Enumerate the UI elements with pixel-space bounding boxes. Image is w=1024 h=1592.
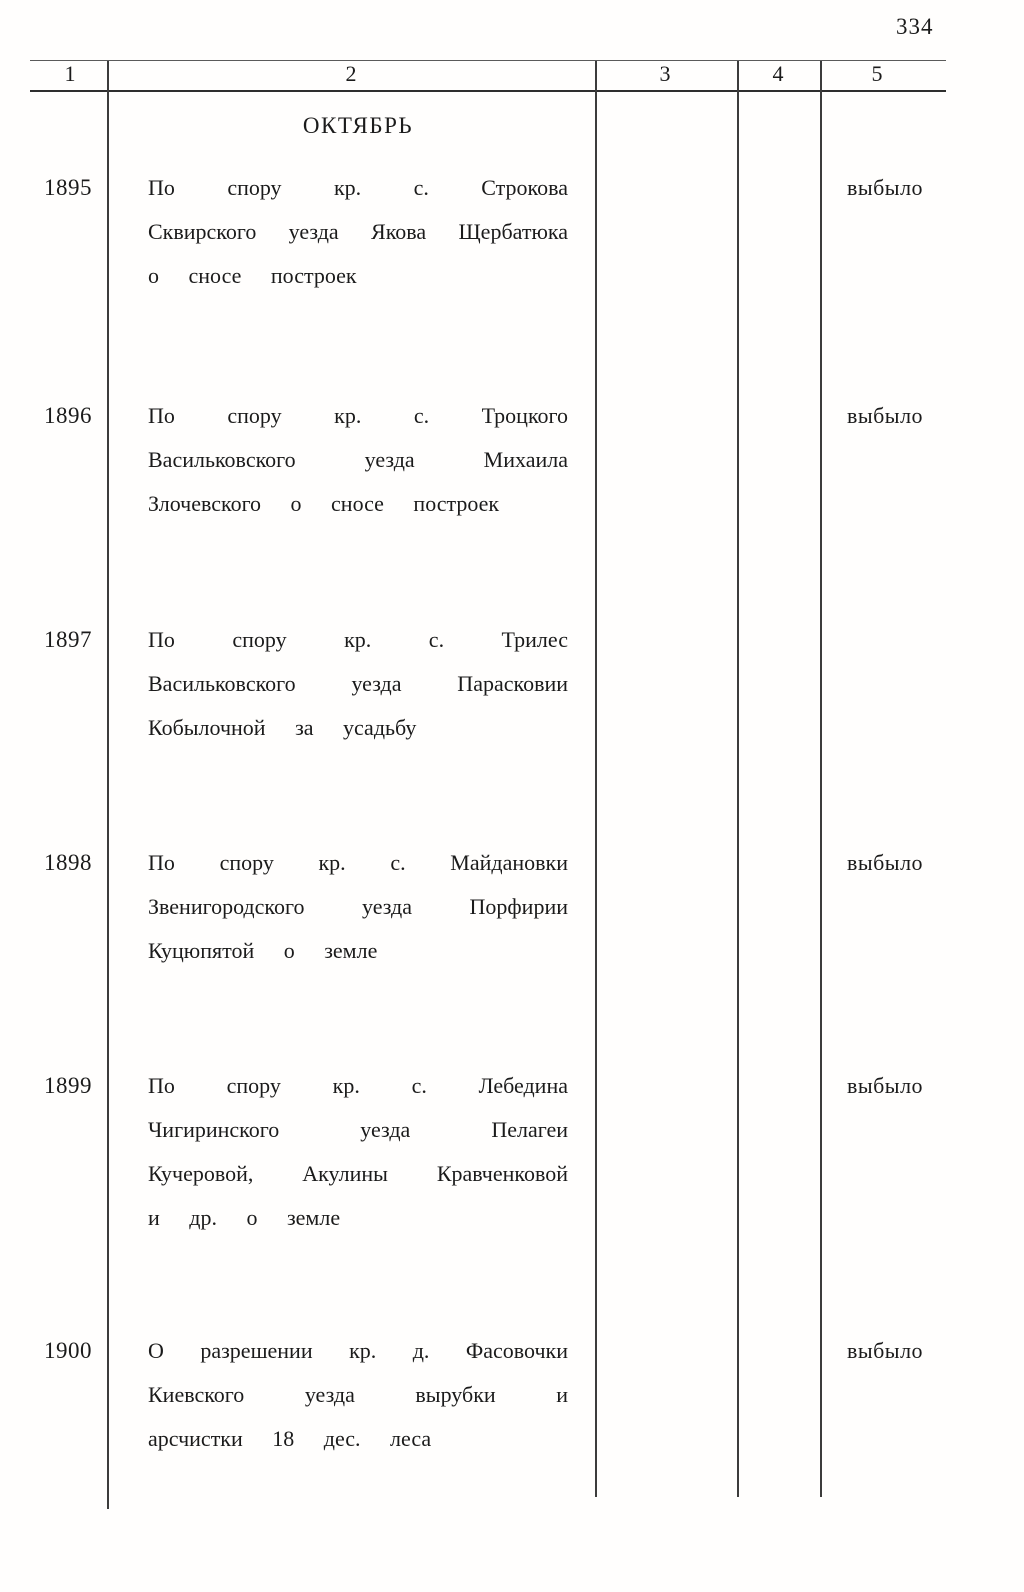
case-description: По спору кр. с. Строкова Сквирского уезда Якова Щербатюка о сносе построек bbox=[148, 175, 568, 288]
case-number: 1900 bbox=[44, 1338, 92, 1363]
case-description: О разрешении кр. д. Фасовочки Киевского уезда вырубки и арсчистки 18 дес. леса bbox=[148, 1338, 568, 1451]
page-number: 334 bbox=[896, 14, 934, 39]
column-header-1: 1 bbox=[64, 61, 76, 86]
column-divider-3 bbox=[737, 61, 739, 1497]
column-header-4: 4 bbox=[772, 61, 784, 86]
case-description: По спору кр. с. Лебедина Чигиринского уезда Пелагеи Кучеровой, Акулины Кравченковой и др. о земле bbox=[148, 1073, 568, 1230]
column-divider-4 bbox=[820, 61, 822, 1497]
column-header-3: 3 bbox=[659, 61, 671, 86]
case-status: выбыло bbox=[846, 850, 924, 875]
case-number: 1896 bbox=[44, 403, 92, 428]
case-status: выбыло bbox=[846, 1073, 924, 1098]
case-description: По спору кр. с. Трилес Васильковского уезда Парасковии Кобылочной за усадьбу bbox=[148, 627, 568, 740]
column-divider-1 bbox=[107, 61, 109, 1509]
case-description: По спору кр. с. Троцкого Васильковского уезда Михаила Злочевского о сносе построек bbox=[148, 403, 568, 516]
case-number: 1899 bbox=[44, 1073, 92, 1098]
column-header-5: 5 bbox=[871, 61, 883, 86]
case-description: По спору кр. с. Майдановки Звенигородского уезда Порфирии Куцюпятой о земле bbox=[148, 850, 568, 963]
case-status: выбыло bbox=[846, 175, 924, 200]
table-header-rule bbox=[30, 90, 946, 92]
table-top-rule bbox=[30, 60, 946, 61]
case-status: выбыло bbox=[846, 1338, 924, 1363]
section-heading: ОКТЯБРЬ bbox=[302, 113, 414, 138]
case-number: 1898 bbox=[44, 850, 92, 875]
case-number: 1895 bbox=[44, 175, 92, 200]
column-divider-2 bbox=[595, 61, 597, 1497]
case-status: выбыло bbox=[846, 403, 924, 428]
case-number: 1897 bbox=[44, 627, 92, 652]
column-header-2: 2 bbox=[345, 61, 357, 86]
